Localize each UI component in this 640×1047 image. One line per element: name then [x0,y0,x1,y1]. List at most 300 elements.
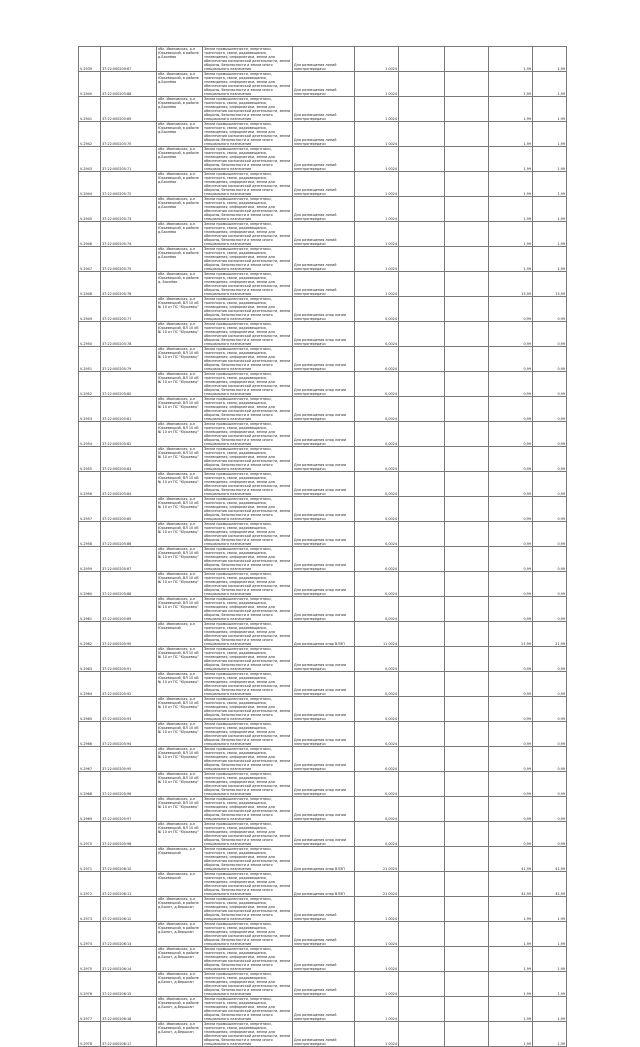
value-cell: 0,99 [489,722,533,747]
area-cell: 0,0024 [355,522,399,547]
row-number: V-2948 [79,272,101,297]
value-cell: 21,99 [489,622,533,647]
value-cell: 0,99 [533,572,567,597]
empty-cell [399,122,445,147]
table-row [79,322,567,347]
permitted-use-cell: Для размещения опор линии электропередачи [293,472,355,497]
table-row [79,672,567,697]
permitted-use-cell: Для размещения опор линии электропередачи [293,297,355,322]
empty-cell [445,322,489,347]
value-cell: 0,99 [533,397,567,422]
value-cell: 0,99 [489,472,533,497]
address-cell: обл. Ивановская, р-н Юрьевецкий, ВЛ 10 кВ № 10 от ПС "Юрьевец" [157,422,203,447]
empty-cell [445,347,489,372]
empty-cell [399,572,445,597]
permitted-use-cell: Для размещения линий электропередачи [293,997,355,1022]
value-cell: 1,99 [533,72,567,97]
empty-cell [445,272,489,297]
permitted-use-cell: Для размещения линий электропередачи [293,272,355,297]
address-cell: обл. Ивановская, р-н Юрьевецкий, в районе д.Бахнёво [157,122,203,147]
land-category-cell: Земли промышленности, энергетики, транспорта, связи, радиовещания, телевидения, информатики, земли для обеспечения космической деятельности, земли обороны, безопасности и земли иного специального назначения [203,822,293,847]
value-cell: 0,99 [533,322,567,347]
value-cell: 0,99 [489,372,533,397]
empty-cell [399,247,445,272]
empty-cell [445,497,489,522]
value-cell: 41,99 [489,847,533,872]
empty-cell [445,772,489,797]
value-cell: 1,99 [533,97,567,122]
area-cell: 0,0024 [355,422,399,447]
empty-cell [399,847,445,872]
value-cell: 0,99 [533,597,567,622]
empty-cell [445,372,489,397]
row-number: V-2952 [79,372,101,397]
address-cell: обл. Ивановская, р-н Юрьевецкий, в районе д.Болот, д.Вершкан [157,897,203,922]
permitted-use-cell: Для размещения опор линии электропередачи [293,397,355,422]
cadastral-number: 37:22:000205:76 [101,272,157,297]
empty-cell [399,322,445,347]
value-cell: 0,99 [533,772,567,797]
empty-cell [399,747,445,772]
permitted-use-cell: Для размещения опор линии электропередачи [293,572,355,597]
empty-cell [445,47,489,72]
land-category-cell: Земли промышленности, энергетики, транспорта, связи, радиовещания, телевидения, информатики, земли для обеспечения космической деятельности, земли обороны, безопасности и земли иного специального назначения [203,247,293,272]
value-cell: 1,99 [533,897,567,922]
permitted-use-cell: Для размещения опор линии электропередачи [293,647,355,672]
row-number: V-2972 [79,872,101,897]
row-number: V-2962 [79,622,101,647]
address-cell: обл. Ивановская, р-н Юрьевецкий, ВЛ 10 кВ № 10 от ПС "Юрьевец" [157,472,203,497]
row-number: V-2949 [79,297,101,322]
area-cell: 0,0024 [355,547,399,572]
empty-cell [399,872,445,897]
value-cell: 1,99 [489,222,533,247]
address-cell: обл. Ивановская, р-н Юрьевецкий, ВЛ 10 кВ № 10 от ПС "Юрьевец" [157,522,203,547]
row-number: V-2941 [79,97,101,122]
table-row [79,922,567,947]
empty-cell [445,722,489,747]
permitted-use-cell: Для размещения линий электропередачи [293,47,355,72]
empty-cell [399,222,445,247]
value-cell: 0,99 [489,572,533,597]
empty-cell [399,972,445,997]
empty-cell [445,972,489,997]
table-row [79,172,567,197]
empty-cell [399,822,445,847]
empty-cell [445,797,489,822]
table-row [79,747,567,772]
empty-cell [399,397,445,422]
address-cell: обл. Ивановская, р-н Юрьевецкий, в районе д.Бахнёво [157,47,203,72]
value-cell: 0,99 [489,297,533,322]
cadastral-number: 37:22:000205:92 [101,672,157,697]
area-cell: 0,0024 [355,722,399,747]
land-category-cell: Земли промышленности, энергетики, транспорта, связи, радиовещания, телевидения, информатики, земли для обеспечения космической деятельности, земли обороны, безопасности и земли иного специального назначения [203,972,293,997]
permitted-use-cell: Для размещения линий электропередачи [293,972,355,997]
permitted-use-cell: Для размещения линий электропередачи [293,147,355,172]
table-row [79,597,567,622]
row-number: V-2978 [79,1022,101,1047]
value-cell: 41,99 [489,872,533,897]
address-cell: обл. Ивановская, р-н Юрьевецкий, ВЛ 10 кВ № 10 от ПС "Юрьевец" [157,797,203,822]
table-row [79,297,567,322]
land-category-cell: Земли промышленности, энергетики, транспорта, связи, радиовещания, телевидения, информатики, земли для обеспечения космической деятельности, земли обороны, безопасности и земли иного специального назначения [203,397,293,422]
cadastral-number: 37:22:000205:75 [101,247,157,272]
value-cell: 1,99 [489,972,533,997]
cadastral-number: 37:22:000205:82 [101,422,157,447]
cadastral-number: 37:22:000205:94 [101,722,157,747]
land-category-cell: Земли промышленности, энергетики, транспорта, связи, радиовещания, телевидения, информатики, земли для обеспечения космической деятельности, земли обороны, безопасности и земли иного специального назначения [203,797,293,822]
value-cell: 0,99 [489,347,533,372]
land-category-cell: Земли промышленности, энергетики, транспорта, связи, радиовещания, телевидения, информатики, земли для обеспечения космической деятельности, земли обороны, безопасности и земли иного специального назначения [203,272,293,297]
land-category-cell: Земли промышленности, энергетики, транспорта, связи, радиовещания, телевидения, информатики, земли для обеспечения космической деятельности, земли обороны, безопасности и земли иного специального назначения [203,872,293,897]
address-cell: обл. Ивановская, р-н Юрьевецкий, в районе д.Болот, д.Вершкан [157,997,203,1022]
area-cell: 1 0024 [355,922,399,947]
value-cell: 0,99 [533,522,567,547]
land-category-cell: Земли промышленности, энергетики, транспорта, связи, радиовещания, телевидения, информатики, земли для обеспечения космической деятельности, земли обороны, безопасности и земли иного специального назначения [203,622,293,647]
land-category-cell: Земли промышленности, энергетики, транспорта, связи, радиовещания, телевидения, информатики, земли для обеспечения космической деятельности, земли обороны, безопасности и земли иного специального назначения [203,722,293,747]
cadastral-number: 37:22:000206:11 [101,872,157,897]
value-cell: 0,99 [533,722,567,747]
empty-cell [399,197,445,222]
table-row [79,122,567,147]
land-category-cell: Земли промышленности, энергетики, транспорта, связи, радиовещания, телевидения, информатики, земли для обеспечения космической деятельности, земли обороны, безопасности и земли иного специального назначения [203,297,293,322]
cadastral-number: 37:22:000205:74 [101,222,157,247]
table-row [79,497,567,522]
area-cell: 1 0024 [355,972,399,997]
empty-cell [445,197,489,222]
empty-cell [399,72,445,97]
value-cell: 1,99 [489,172,533,197]
cadastral-number: 37:22:000205:72 [101,172,157,197]
row-number: V-2951 [79,347,101,372]
value-cell: 41,99 [533,847,567,872]
value-cell: 1,99 [489,922,533,947]
empty-cell [399,272,445,297]
row-number: V-2958 [79,522,101,547]
address-cell: обл. Ивановская, р-н Юрьевецкий, в районе д.Болот, д.Вершкан [157,947,203,972]
permitted-use-cell: Для размещения линий электропередачи [293,222,355,247]
empty-cell [445,147,489,172]
land-category-cell: Земли промышленности, энергетики, транспорта, связи, радиовещания, телевидения, информатики, земли для обеспечения космической деятельности, земли обороны, безопасности и земли иного специального назначения [203,372,293,397]
area-cell: 0,0024 [355,322,399,347]
empty-cell [445,597,489,622]
area-cell: 11 0024 [355,622,399,647]
value-cell: 1,99 [533,247,567,272]
land-category-cell: Земли промышленности, энергетики, транспорта, связи, радиовещания, телевидения, информатики, земли для обеспечения космической деятельности, земли обороны, безопасности и земли иного специального назначения [203,997,293,1022]
land-category-cell: Земли промышленности, энергетики, транспорта, связи, радиовещания, телевидения, информатики, земли для обеспечения космической деятельности, земли обороны, безопасности и земли иного специального назначения [203,47,293,72]
table-row [79,347,567,372]
address-cell: обл. Ивановская, р-н Юрьевецкий, ВЛ 10 кВ № 10 от ПС "Юрьевец" [157,722,203,747]
table-row [79,247,567,272]
land-category-cell: Земли промышленности, энергетики, транспорта, связи, радиовещания, телевидения, информатики, земли для обеспечения космической деятельности, земли обороны, безопасности и земли иного специального назначения [203,572,293,597]
empty-cell [399,797,445,822]
permitted-use-cell: Для размещения опор линии электропередачи [293,522,355,547]
value-cell: 0,99 [533,347,567,372]
table-row [79,847,567,872]
cadastral-number: 37:22:000205:93 [101,697,157,722]
land-category-cell: Земли промышленности, энергетики, транспорта, связи, радиовещания, телевидения, информатики, земли для обеспечения космической деятельности, земли обороны, безопасности и земли иного специального назначения [203,1022,293,1047]
area-cell: 0,0024 [355,597,399,622]
table-row [79,572,567,597]
table-row [79,822,567,847]
cadastral-number: 37:22:000205:88 [101,72,157,97]
table-row [79,522,567,547]
row-number: V-2946 [79,222,101,247]
row-number: V-2961 [79,597,101,622]
area-cell: 0,0024 [355,747,399,772]
value-cell: 0,99 [533,647,567,672]
cadastral-number: 37:22:000206:17 [101,1022,157,1047]
land-category-cell: Земли промышленности, энергетики, транспорта, связи, радиовещания, телевидения, информатики, земли для обеспечения космической деятельности, земли обороны, безопасности и земли иного специального назначения [203,897,293,922]
empty-cell [399,47,445,72]
value-cell: 1,99 [533,147,567,172]
empty-cell [399,172,445,197]
empty-cell [399,622,445,647]
permitted-use-cell: Для размещения опор линии электропередачи [293,722,355,747]
row-number: V-2964 [79,672,101,697]
permitted-use-cell: Для размещения опор ВЛЭП [293,622,355,647]
area-cell: 1 0024 [355,897,399,922]
empty-cell [445,472,489,497]
empty-cell [399,772,445,797]
value-cell: 0,99 [489,672,533,697]
land-category-cell: Земли промышленности, энергетики, транспорта, связи, радиовещания, телевидения, информатики, земли для обеспечения космической деятельности, земли обороны, безопасности и земли иного специального назначения [203,347,293,372]
area-cell: 1 0024 [355,147,399,172]
cadastral-number: 37:22:000205:77 [101,297,157,322]
row-number: V-2963 [79,647,101,672]
area-cell: 0,0024 [355,497,399,522]
address-cell: обл. Ивановская, р-н Юрьевецкий [157,847,203,872]
permitted-use-cell: Для размещения линий электропередачи [293,122,355,147]
row-number: V-2974 [79,922,101,947]
row-number: V-2973 [79,897,101,922]
address-cell: обл. Ивановская, р-н Юрьевецкий, ВЛ 10 кВ № 10 от ПС "Юрьевец" [157,597,203,622]
permitted-use-cell: Для размещения линий электропередачи [293,172,355,197]
empty-cell [445,847,489,872]
row-number: V-2955 [79,447,101,472]
cadastral-number: 37:22:000205:98 [101,822,157,847]
area-cell: 1 0024 [355,47,399,72]
empty-cell [445,822,489,847]
area-cell: 0,0024 [355,347,399,372]
land-category-cell: Земли промышленности, энергетики, транспорта, связи, радиовещания, телевидения, информатики, земли для обеспечения космической деятельности, земли обороны, безопасности и земли иного специального назначения [203,772,293,797]
empty-cell [445,72,489,97]
value-cell: 0,99 [489,772,533,797]
empty-cell [399,147,445,172]
land-category-cell: Земли промышленности, энергетики, транспорта, связи, радиовещания, телевидения, информатики, земли для обеспечения космической деятельности, земли обороны, безопасности и земли иного специального назначения [203,747,293,772]
empty-cell [399,947,445,972]
permitted-use-cell: Для размещения линий электропередачи [293,1022,355,1047]
row-number: V-2976 [79,972,101,997]
empty-cell [399,422,445,447]
value-cell: 1,99 [489,897,533,922]
value-cell: 1,99 [533,947,567,972]
cadastral-number: 37:22:000205:84 [101,472,157,497]
cadastral-number: 37:22:000205:96 [101,772,157,797]
land-category-cell: Земли промышленности, энергетики, транспорта, связи, радиовещания, телевидения, информатики, земли для обеспечения космической деятельности, земли обороны, безопасности и земли иного специального назначения [203,672,293,697]
area-cell: 21 0024 [355,872,399,897]
empty-cell [399,672,445,697]
row-number: V-2967 [79,747,101,772]
land-category-cell: Земли промышленности, энергетики, транспорта, связи, радиовещания, телевидения, информатики, земли для обеспечения космической деятельности, земли обороны, безопасности и земли иного специального назначения [203,147,293,172]
empty-cell [399,472,445,497]
permitted-use-cell: Для размещения опор линии электропередачи [293,547,355,572]
address-cell: обл. Ивановская, р-н Юрьевецкий, ВЛ 10 кВ № 10 от ПС "Юрьевец" [157,772,203,797]
value-cell: 0,99 [533,422,567,447]
row-number: V-2971 [79,847,101,872]
cadastral-number: 37:22:000205:70 [101,122,157,147]
address-cell: обл. Ивановская, р-н Юрьевецкий, в районе д.Болот, д.Вершкан [157,1022,203,1047]
cadastral-number: 37:22:000205:79 [101,347,157,372]
value-cell: 0,99 [489,747,533,772]
empty-cell [399,347,445,372]
land-category-cell: Земли промышленности, энергетики, транспорта, связи, радиовещания, телевидения, информатики, земли для обеспечения космической деятельности, земли обороны, безопасности и земли иного специального назначения [203,422,293,447]
empty-cell [445,397,489,422]
empty-cell [445,947,489,972]
row-number: V-2943 [79,147,101,172]
value-cell: 0,99 [533,372,567,397]
row-number: V-2947 [79,247,101,272]
value-cell: 0,99 [533,672,567,697]
table-row [79,147,567,172]
value-cell: 1,99 [533,197,567,222]
cadastral-number: 37:22:000205:71 [101,147,157,172]
cadastral-number: 37:22:000206:10 [101,847,157,872]
area-cell: 0,0024 [355,797,399,822]
address-cell: обл. Ивановская, р-н Юрьевецкий, в районе д.Бахнёво [157,72,203,97]
address-cell: обл. Ивановская, р-н Юрьевецкий, ВЛ 10 кВ № 10 от ПС "Юрьевец" [157,572,203,597]
row-number: V-2977 [79,997,101,1022]
area-cell: 1 0024 [355,72,399,97]
empty-cell [445,872,489,897]
empty-cell [445,922,489,947]
area-cell: 21 0024 [355,847,399,872]
value-cell: 1,99 [489,947,533,972]
value-cell: 1,99 [489,47,533,72]
value-cell: 1,99 [533,1022,567,1047]
empty-cell [399,922,445,947]
cadastral-number: 37:22:000205:86 [101,522,157,547]
row-number: V-2950 [79,322,101,347]
row-number: V-2959 [79,547,101,572]
row-number: V-2975 [79,947,101,972]
table-row [79,797,567,822]
address-cell: обл. Ивановская, р-н Юрьевецкий, ВЛ 10 кВ № 10 от ПС "Юрьевец" [157,372,203,397]
value-cell: 41,99 [533,872,567,897]
land-category-cell: Земли промышленности, энергетики, транспорта, связи, радиовещания, телевидения, информатики, земли для обеспечения космической деятельности, земли обороны, безопасности и земли иного специального назначения [203,647,293,672]
value-cell: 1,99 [489,147,533,172]
land-category-cell: Земли промышленности, энергетики, транспорта, связи, радиовещания, телевидения, информатики, земли для обеспечения космической деятельности, земли обороны, безопасности и земли иного специального назначения [203,547,293,572]
empty-cell [399,447,445,472]
table-row [79,622,567,647]
value-cell: 1,99 [489,122,533,147]
permitted-use-cell: Для размещения линий электропередачи [293,197,355,222]
empty-cell [445,622,489,647]
permitted-use-cell: Для размещения опор линии электропередачи [293,697,355,722]
permitted-use-cell: Для размещения опор линии электропередачи [293,672,355,697]
cadastral-number: 37:22:000206:16 [101,997,157,1022]
address-cell: обл. Ивановская, р-н Юрьевецкий [157,622,203,647]
area-cell: 1 0024 [355,222,399,247]
cadastral-number: 37:22:000206:15 [101,972,157,997]
land-category-cell: Земли промышленности, энергетики, транспорта, связи, радиовещания, телевидения, информатики, земли для обеспечения космической деятельности, земли обороны, безопасности и земли иного специального назначения [203,172,293,197]
value-cell: 0,99 [489,522,533,547]
permitted-use-cell: Для размещения опор линии электропередачи [293,447,355,472]
value-cell: 1,99 [533,222,567,247]
value-cell: 0,99 [533,747,567,772]
land-category-cell: Земли промышленности, энергетики, транспорта, связи, радиовещания, телевидения, информатики, земли для обеспечения космической деятельности, земли обороны, безопасности и земли иного специального назначения [203,522,293,547]
value-cell: 15,99 [489,272,533,297]
value-cell: 1,99 [533,972,567,997]
permitted-use-cell: Для размещения опор линии электропередачи [293,597,355,622]
table-row [79,97,567,122]
cadastral-number: 37:22:000205:95 [101,747,157,772]
row-number: V-2939 [79,47,101,72]
cadastral-number: 37:22:000205:90 [101,622,157,647]
value-cell: 0,99 [489,497,533,522]
empty-cell [399,97,445,122]
address-cell: обл. Ивановская, р-н Юрьевецкий, в районе д.Бахнёво [157,97,203,122]
row-number: V-2944 [79,172,101,197]
empty-cell [445,1022,489,1047]
area-cell: 0,0024 [355,372,399,397]
permitted-use-cell: Для размещения линий электропередачи [293,72,355,97]
address-cell: обл. Ивановская, р-н Юрьевецкий, ВЛ 10 кВ № 10 от ПС "Юрьевец" [157,672,203,697]
empty-cell [445,297,489,322]
table-row [79,722,567,747]
table-row [79,72,567,97]
empty-cell [399,297,445,322]
value-cell: 1,99 [489,997,533,1022]
area-cell: 1 0024 [355,247,399,272]
cadastral-number: 37:22:000205:87 [101,547,157,572]
land-category-cell: Земли промышленности, энергетики, транспорта, связи, радиовещания, телевидения, информатики, земли для обеспечения космической деятельности, земли обороны, безопасности и земли иного специального назначения [203,197,293,222]
address-cell: обл. Ивановская, р-н Юрьевецкий, ВЛ 10 кВ № 10 от ПС "Юрьевец" [157,547,203,572]
empty-cell [445,547,489,572]
area-cell: 0,0024 [355,672,399,697]
value-cell: 1,99 [533,47,567,72]
permitted-use-cell: Для размещения опор ВЛЭП [293,872,355,897]
value-cell: 1,99 [533,172,567,197]
value-cell: 1,99 [489,197,533,222]
permitted-use-cell: Для размещения опор линии электропередачи [293,747,355,772]
row-number: V-2956 [79,472,101,497]
area-cell: 1 0024 [355,1022,399,1047]
land-register-table [78,46,567,1047]
empty-cell [445,997,489,1022]
address-cell: обл. Ивановская, р-н Юрьевецкий, ВЛ 10 кВ № 10 от ПС "Юрьевец" [157,747,203,772]
empty-cell [399,547,445,572]
table-row [79,197,567,222]
value-cell: 0,99 [489,547,533,572]
value-cell: 1,99 [489,1022,533,1047]
area-cell: 0,0024 [355,697,399,722]
address-cell: обл. Ивановская, р-н Юрьевецкий, в районе д. Бахнёво [157,272,203,297]
address-cell: обл. Ивановская, р-н Юрьевецкий, в районе д.Болот, д.Вершкан [157,922,203,947]
permitted-use-cell: Для размещения опор линии электропередачи [293,497,355,522]
cadastral-number: 37:22:000205:85 [101,497,157,522]
address-cell: обл. Ивановская, р-н Юрьевецкий, ВЛ 10 кВ № 10 от ПС "Юрьевец" [157,397,203,422]
value-cell: 1,99 [533,997,567,1022]
empty-cell [399,897,445,922]
row-number: V-2960 [79,572,101,597]
land-category-cell: Земли промышленности, энергетики, транспорта, связи, радиовещания, телевидения, информатики, земли для обеспечения космической деятельности, земли обороны, безопасности и земли иного специального назначения [203,72,293,97]
permitted-use-cell: Для размещения опор линии электропередачи [293,322,355,347]
table-row [79,872,567,897]
address-cell: обл. Ивановская, р-н Юрьевецкий [157,872,203,897]
cadastral-number: 37:22:000205:78 [101,322,157,347]
